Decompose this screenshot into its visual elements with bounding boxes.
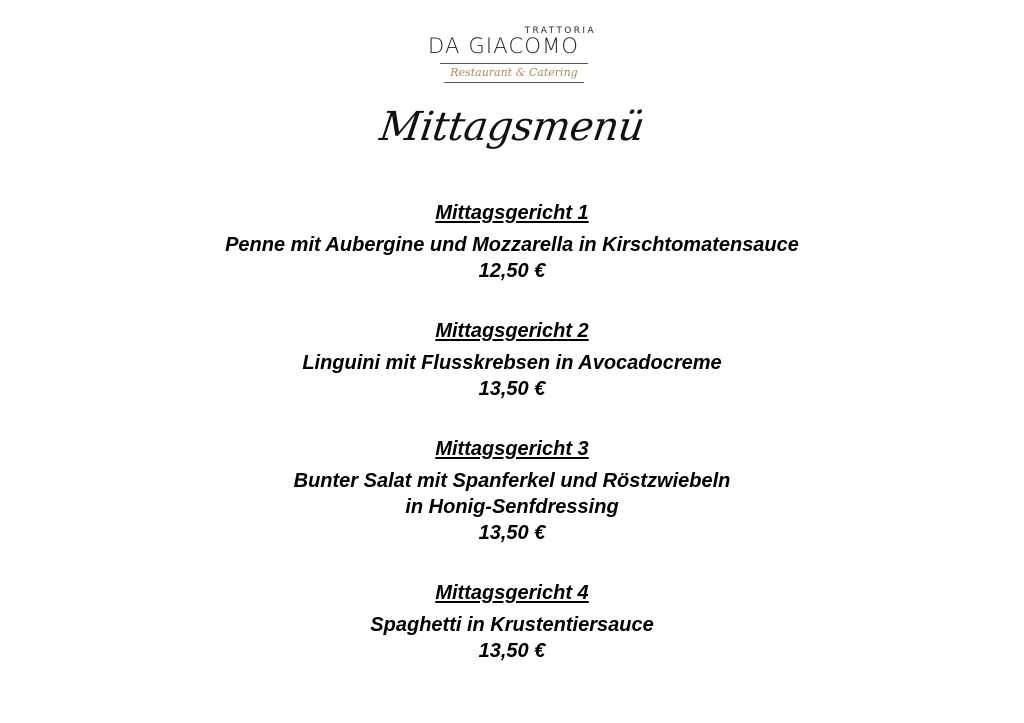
page-title: Mittagsmenü [377,104,647,150]
menu-item [0,200,1024,284]
menu-item-title: Mittagsgericht 3 [435,438,589,460]
lunch-menu [0,200,1024,664]
restaurant-logo [0,26,1024,88]
menu-item [0,436,1024,546]
menu-item-price: 13,50 € [478,378,546,400]
menu-item-price: 13,50 € [478,522,546,544]
menu-item-price: 12,50 € [478,260,546,282]
menu-item-title: Mittagsgericht 2 [435,320,589,342]
menu-item-description: Spaghetti in Krustentiersauce [370,614,654,636]
menu-item [0,318,1024,402]
menu-item-price: 13,50 € [478,640,546,662]
menu-item-description: Penne mit Aubergine und Mozzarella in Kirschtomatensauce [225,234,799,256]
logo-subtitle: TRATTORIA [524,26,596,36]
menu-item-description: Bunter Salat mit Spanferkel und Röstzwiebeln [293,470,731,492]
menu-item-description: in Honig-Senfdressing [405,496,619,518]
logo-divider-bottom [444,82,584,83]
menu-item-description: Linguini mit Flusskrebsen in Avocadocreme [302,352,722,374]
menu-item-title: Mittagsgericht 1 [435,202,589,224]
logo-divider-top [440,63,588,64]
logo-name: DA GIACOMO [428,34,580,58]
menu-item [0,580,1024,664]
menu-item-title: Mittagsgericht 4 [435,582,589,604]
logo-tagline: Restaurant & Catering [450,66,578,79]
